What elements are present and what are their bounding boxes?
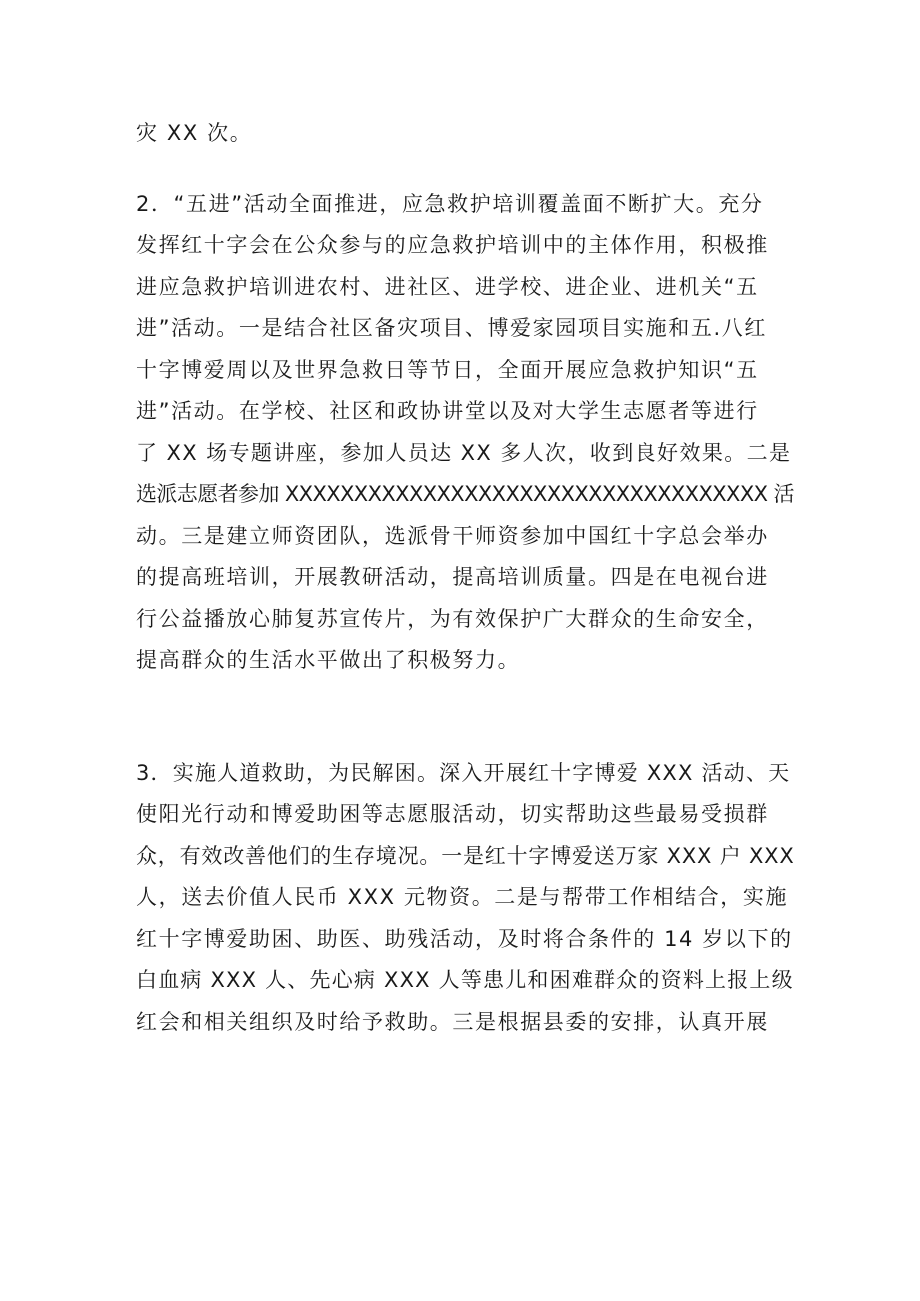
text-line: 动。三是建立师资团队，选派骨干师资参加中国红十字总会举办 — [136, 524, 769, 548]
text-line: 进”活动。在学校、社区和政协讲堂以及对大学生志愿者等进行 — [136, 399, 759, 423]
text-line: 红十字博爱助困、助医、助残活动，及时将合条件的 14 岁以下的 — [136, 927, 793, 951]
text-line: 2．“五进”活动全面推进，应急救护培训覆盖面不断扩大。充分 — [136, 192, 764, 216]
text-line: 十字博爱周以及世界急救日等节日，全面开展应急救护知识“五 — [136, 358, 759, 382]
text-line: 进”活动。一是结合社区备灾项目、博爱家园项目实施和五.八红 — [136, 316, 767, 340]
text-line: 选派志愿者参加 XXXXXXXXXXXXXXXXXXXXXXXXXXXXXXXXXXX 活 — [136, 482, 794, 506]
text-line: 行公益播放心肺复苏宣传片，为有效保护广大群众的生命安全， — [136, 607, 769, 631]
text-line: 提高群众的生活水平做出了积极努力。 — [136, 648, 521, 672]
text-line: 使阳光行动和博爱助困等志愿服活动，切实帮助这些最易受损群 — [136, 802, 769, 826]
text-line: 众，有效改善他们的生存境况。一是红十字博爱送万家 XXX 户 XXX — [136, 844, 795, 868]
text-line: 了 XX 场专题讲座，参加人员达 XX 多人次，收到良好效果。二是 — [136, 441, 792, 465]
text-line: 红会和相关组织及时给予救助。三是根据县委的安排，认真开展 — [136, 1010, 769, 1034]
text-line: 进应急救护培训进农村、进社区、进学校、进企业、进机关“五 — [136, 275, 759, 299]
text-line: 发挥红十字会在公众参与的应急救护培训中的主体作用，积极推 — [136, 233, 769, 257]
text-line: 人，送去价值人民币 XXX 元物资。二是与帮带工作相结合，实施 — [136, 885, 789, 909]
text-line: 白血病 XXX 人、先心病 XXX 人等患儿和困难群众的资料上报上级 — [136, 968, 794, 992]
text-line: 灾 XX 次。 — [136, 121, 253, 145]
text-line: 3．实施人道救助，为民解困。深入开展红十字博爱 XXX 活动、天 — [136, 761, 791, 785]
text-line: 的提高班培训，开展教研活动，提高培训质量。四是在电视台进 — [136, 565, 769, 589]
